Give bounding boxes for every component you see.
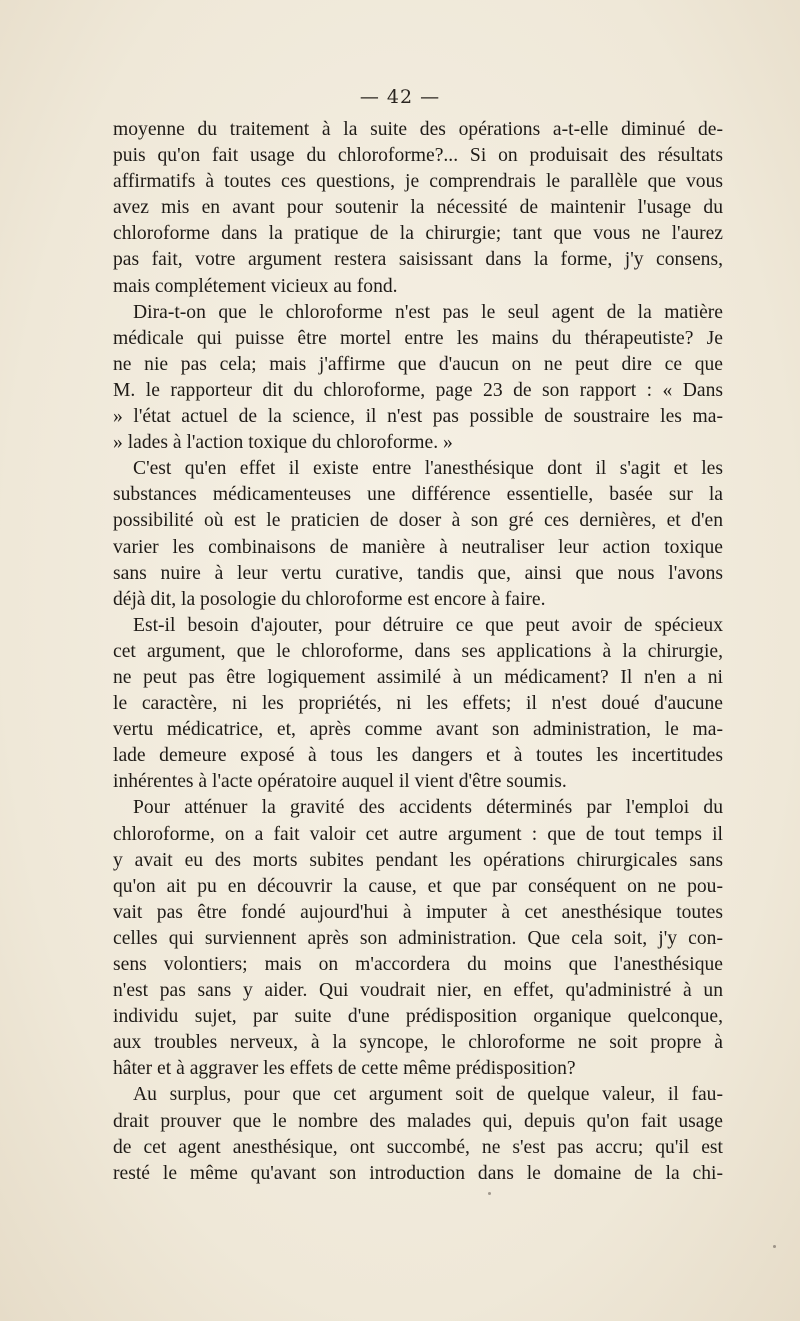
paper-speck [488, 1192, 491, 1195]
page-number: — 42 — [359, 86, 441, 108]
text-line: drait prouver que le nombre des malades qui, depuis qu'on fait usage [113, 1110, 723, 1132]
text-line: lade demeure exposé à tous les dangers et à toutes les incertitudes [113, 745, 723, 767]
text-line: chloroforme dans la pratique de la chirurgie; tant que vous ne l'aurez [113, 223, 723, 245]
text-line: M. le rapporteur dit du chloroforme, page 23 de son rapport : « Dans [113, 379, 723, 401]
text-line: de cet agent anesthésique, ont succombé, ne s'est pas accru; qu'il est [113, 1136, 723, 1158]
paper-speck [773, 1245, 776, 1248]
text-line: sans nuire à leur vertu curative, tandis que, ainsi que nous l'avons [113, 562, 723, 584]
text-line: déjà dit, la posologie du chloroforme est encore à faire. [113, 588, 546, 610]
text-line: varier les combinaisons de manière à neutraliser leur action toxique [113, 536, 723, 558]
text-line: vertu médicatrice, et, après comme avant son administration, le ma- [113, 719, 723, 741]
text-line: affirmatifs à toutes ces questions, je comprendrais le parallèle que vous [113, 171, 723, 193]
text-line: mais complétement vicieux au fond. [113, 275, 398, 297]
text-line: hâter et à aggraver les effets de cette même prédisposition? [113, 1058, 576, 1080]
text-line: resté le même qu'avant son introduction dans le domaine de la chi- [113, 1162, 723, 1184]
text-line: substances médicamenteuses une différence essentielle, basée sur la [113, 484, 723, 506]
paragraph [113, 300, 723, 457]
body-text [113, 117, 723, 1187]
text-line: aux troubles nerveux, à la syncope, le chloroforme ne soit propre à [113, 1032, 723, 1054]
text-line: possibilité où est le praticien de doser à son gré ces dernières, et d'en [113, 510, 723, 532]
text-line: ne peut pas être logiquement assimilé à un médicament? Il n'en a ni [113, 666, 723, 688]
text-line: y avait eu des morts subites pendant les opérations chirurgicales sans [113, 849, 723, 871]
text-line: ne nie pas cela; mais j'affirme que d'aucun on ne peut dire ce que [113, 353, 723, 375]
text-line: médicale qui puisse être mortel entre les mains du thérapeutiste? Je [113, 327, 723, 349]
text-line: le caractère, ni les propriétés, ni les effets; il n'est doué d'aucune [113, 693, 723, 715]
text-line: » l'état actuel de la science, il n'est pas possible de soustraire les ma- [113, 406, 723, 428]
text-line: cet argument, que le chloroforme, dans ses applications à la chirurgie, [113, 640, 723, 662]
text-line: pas fait, votre argument restera saisissant dans la forme, j'y consens, [113, 249, 723, 271]
text-line: vait pas être fondé aujourd'hui à imputer à cet anesthésique toutes [113, 901, 723, 923]
text-line: Pour atténuer la gravité des accidents déterminés par l'emploi du [133, 797, 723, 819]
text-line: sens volontiers; mais on m'accordera du moins que l'anesthésique [113, 954, 723, 975]
text-line: inhérentes à l'acte opératoire auquel il vient d'être soumis. [113, 771, 567, 793]
text-line: puis qu'on fait usage du chloroforme?... Si on produisait des résultats [113, 145, 723, 167]
text-line: chloroforme, on a fait valoir cet autre argument : que de tout temps il [113, 823, 723, 845]
text-line: celles qui surviennent après son administration. Que cela soit, j'y con- [113, 927, 723, 949]
paragraph [113, 117, 723, 300]
paragraph [113, 795, 723, 1082]
text-line: avez mis en avant pour soutenir la nécessité de maintenir l'usage du [113, 197, 723, 219]
text-line: moyenne du traitement à la suite des opérations a-t-elle diminué de- [113, 119, 723, 140]
text-line: C'est qu'en effet il existe entre l'anesthésique dont il s'agit et les [133, 458, 723, 480]
text-line: Au surplus, pour que cet argument soit de quelque valeur, il fau- [133, 1084, 723, 1106]
text-line: qu'on ait pu en découvrir la cause, et que par conséquent on ne pou- [113, 875, 723, 897]
text-line: n'est pas sans y aider. Qui voudrait nier, en effet, qu'administré à un [113, 980, 723, 1002]
paragraph [113, 456, 723, 613]
paragraph [113, 1082, 723, 1186]
paragraph [113, 613, 723, 796]
text-line: » lades à l'action toxique du chloroforme. » [113, 432, 453, 454]
text-line: Est-il besoin d'ajouter, pour détruire ce que peut avoir de spécieux [133, 614, 723, 636]
text-line: individu sujet, par suite d'une prédisposition organique quelconque, [113, 1006, 723, 1028]
text-line: Dira-t-on que le chloroforme n'est pas le seul agent de la matière [133, 301, 723, 323]
